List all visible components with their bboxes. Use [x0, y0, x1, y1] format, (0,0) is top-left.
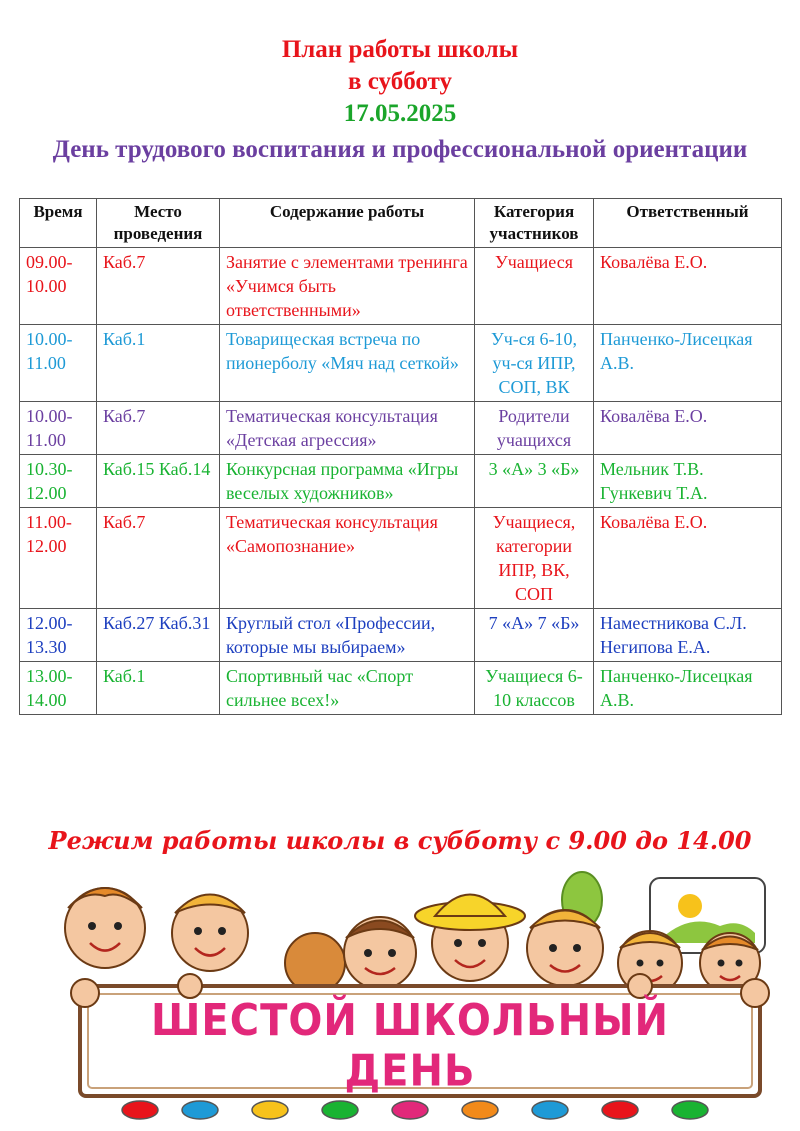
table-row: [20, 662, 782, 715]
cell-place: Каб.1: [97, 662, 220, 715]
cell-time: 11.00-12.00: [20, 508, 97, 609]
cell-content: Тематическая консультация «Детская агрессия»: [220, 402, 475, 455]
banner-title: ШЕСТОЙ ШКОЛЬНЫЙ ДЕНЬ: [150, 995, 669, 1097]
cell-content: Товарищеская встреча по пионерболу «Мяч над сеткой»: [220, 325, 475, 402]
cell-responsible: Панченко-Лисецкая А.В.: [594, 325, 782, 402]
table-row: [20, 609, 782, 662]
cell-responsible: Ковалёва Е.О.: [594, 402, 782, 455]
header-responsible: Ответственный: [594, 199, 782, 248]
cell-place: Каб.1: [97, 325, 220, 402]
cell-responsible: Наместникова С.Л. Негипова Е.А.: [594, 609, 782, 662]
cell-content: Занятие с элементами тренинга «Учимся быть ответственными»: [220, 248, 475, 325]
title-line-2: в субботу: [348, 68, 452, 95]
working-hours-note: Режим работы школы в субботу с 9.00 до 14.00: [48, 826, 752, 855]
table-row: [20, 248, 782, 325]
table-header-row: [20, 199, 782, 248]
cell-place: Каб.27 Каб.31: [97, 609, 220, 662]
table-row: [20, 455, 782, 508]
title-line-1: План работы школы: [281, 36, 519, 63]
cell-category: 7 «А» 7 «Б»: [475, 609, 594, 662]
cell-category: 3 «А» 3 «Б»: [475, 455, 594, 508]
cell-content: Спортивный час «Спорт сильнее всех!»: [220, 662, 475, 715]
cell-responsible: Панченко-Лисецкая А.В.: [594, 662, 782, 715]
cell-category: Уч-ся 6-10, уч-ся ИПР, СОП, ВК: [475, 325, 594, 402]
cell-time: 10.00-11.00: [20, 325, 97, 402]
header-content: Содержание работы: [220, 199, 475, 248]
cell-place: Каб.15 Каб.14: [97, 455, 220, 508]
cell-place: Каб.7: [97, 402, 220, 455]
header-place: Место проведения: [97, 199, 220, 248]
table-row: [20, 325, 782, 402]
title-theme: День трудового воспитания и профессиональной ориентации: [52, 136, 748, 163]
table-row: [20, 402, 782, 455]
cell-content: Круглый стол «Профессии, которые мы выбираем»: [220, 609, 475, 662]
schedule-table: [19, 198, 782, 715]
header-category: Категория участников: [475, 199, 594, 248]
cell-category: Учащиеся 6-10 классов: [475, 662, 594, 715]
table-row: [20, 508, 782, 609]
cell-time: 12.00-13.30: [20, 609, 97, 662]
cell-category: Учащиеся: [475, 248, 594, 325]
cell-category: Учащиеся, категории ИПР, ВК, СОП: [475, 508, 594, 609]
cell-time: 10.30-12.00: [20, 455, 97, 508]
cell-time: 10.00-11.00: [20, 402, 97, 455]
header-time: Время: [20, 199, 97, 248]
cell-time: 13.00-14.00: [20, 662, 97, 715]
cell-content: Конкурсная программа «Игры веселых художников»: [220, 455, 475, 508]
cell-responsible: Мельник Т.В. Гункевич Т.А.: [594, 455, 782, 508]
cell-place: Каб.7: [97, 508, 220, 609]
title-date: 17.05.2025: [343, 100, 457, 127]
cell-content: Тематическая консультация «Самопознание»: [220, 508, 475, 609]
cell-category: Родители учащихся: [475, 402, 594, 455]
cell-place: Каб.7: [97, 248, 220, 325]
cell-responsible: Ковалёва Е.О.: [594, 248, 782, 325]
cell-responsible: Ковалёва Е.О.: [594, 508, 782, 609]
cell-time: 09.00-10.00: [20, 248, 97, 325]
